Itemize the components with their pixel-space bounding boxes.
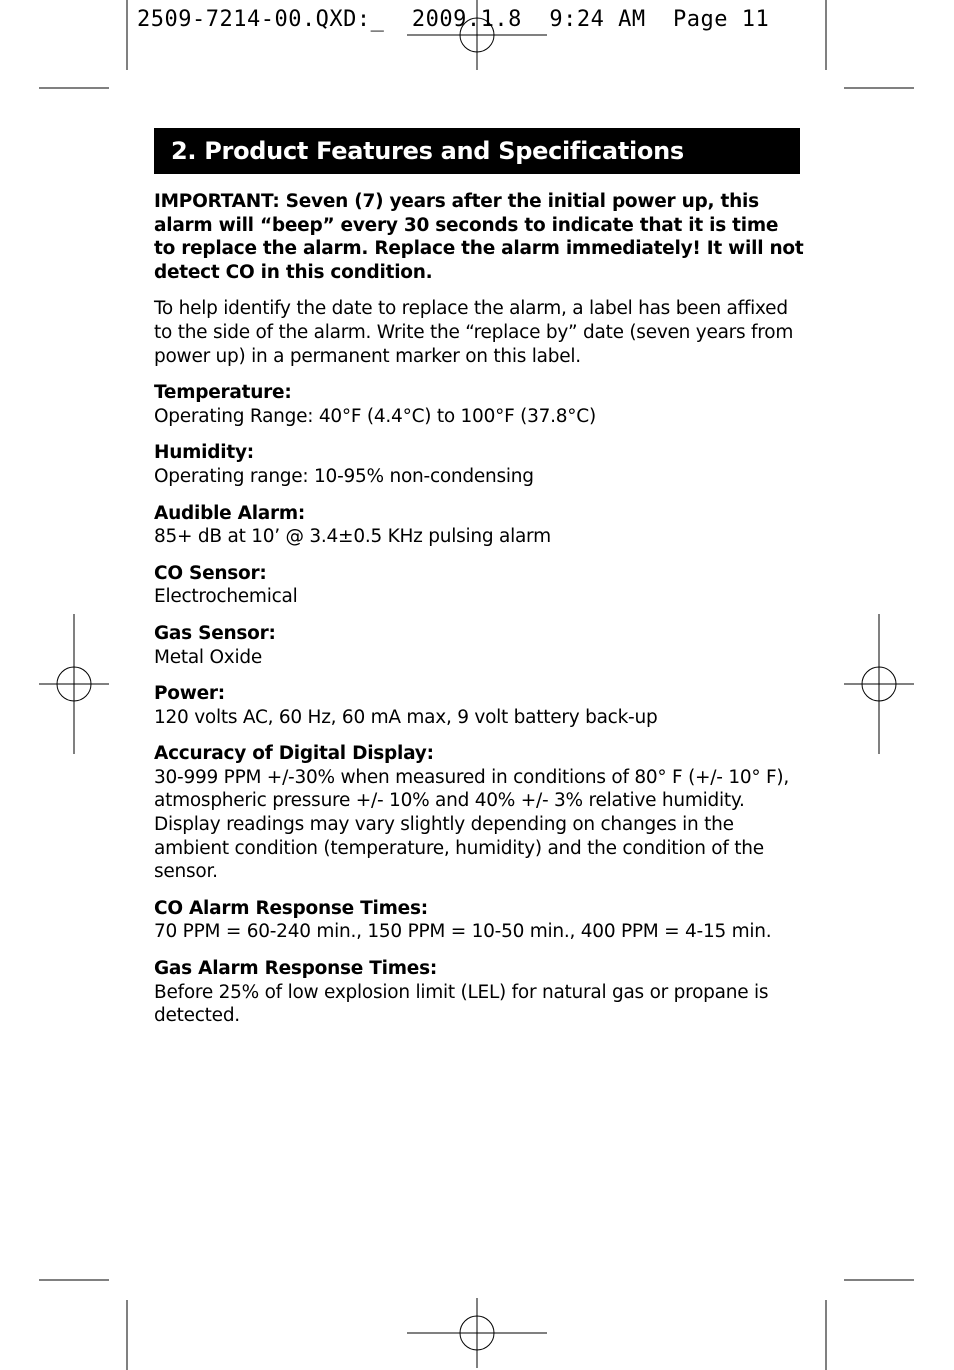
spec-label: Gas Alarm Response Times: <box>154 958 437 980</box>
spec-gas-sensor <box>154 622 804 669</box>
spec-value: Operating Range: 40°F (4.4°C) to 100°F (37.8°C) <box>154 405 596 427</box>
spec-gas-response-times <box>154 957 804 1028</box>
spec-value: 30-999 PPM +/-30% when measured in conditions of 80° F (+/- 10° F), atmospheric pressure +/- 10% and 40% +/- 3% relative humidity. Display readings may vary slightly depending on changes in the ambient condition (temperature, humidity) and the condition of the sensor. <box>154 766 789 883</box>
print-slug: 2509-7214-00.QXD:_ 2009.1.8 9:24 AM Page 11 <box>137 7 770 32</box>
spec-value: Metal Oxide <box>154 646 262 668</box>
spec-humidity <box>154 441 804 488</box>
section-title: 2. Product Features and Specifications <box>171 137 684 165</box>
spec-value: 70 PPM = 60-240 min., 150 PPM = 10-50 min., 400 PPM = 4-15 min. <box>154 921 772 943</box>
spec-label: Power: <box>154 683 225 705</box>
spec-label: Humidity: <box>154 442 254 464</box>
spec-temperature <box>154 381 804 428</box>
page-content <box>154 190 804 1041</box>
spec-value: Operating range: 10-95% non-condensing <box>154 465 534 487</box>
spec-audible-alarm <box>154 502 804 549</box>
spec-label: CO Sensor: <box>154 562 267 584</box>
spec-label: CO Alarm Response Times: <box>154 897 428 919</box>
spec-value: Before 25% of low explosion limit (LEL) for natural gas or propane is detected. <box>154 981 769 1027</box>
spec-co-sensor <box>154 562 804 609</box>
important-notice: IMPORTANT: Seven (7) years after the initial power up, this alarm will “beep” every 30 seconds to indicate that it is time to replace the alarm. Replace the alarm immediately! It will not detect CO in this condition. <box>154 191 804 283</box>
spec-value: 85+ dB at 10’ @ 3.4±0.5 KHz pulsing alarm <box>154 526 551 548</box>
section-title-bar <box>154 128 800 174</box>
spec-label: Gas Sensor: <box>154 622 276 644</box>
spec-label: Temperature: <box>154 382 292 404</box>
spec-power <box>154 682 804 729</box>
spec-display-accuracy <box>154 742 804 884</box>
spec-value: 120 volts AC, 60 Hz, 60 mA max, 9 volt battery back-up <box>154 706 658 728</box>
spec-value: Electrochemical <box>154 586 298 608</box>
spec-co-response-times <box>154 897 804 944</box>
intro-paragraph: To help identify the date to replace the alarm, a label has been affixed to the side of the alarm. Write the “replace by” date (seven years from power up) in a permanent marker on this label. <box>154 298 794 367</box>
spec-label: Audible Alarm: <box>154 502 306 524</box>
spec-label: Accuracy of Digital Display: <box>154 743 434 765</box>
